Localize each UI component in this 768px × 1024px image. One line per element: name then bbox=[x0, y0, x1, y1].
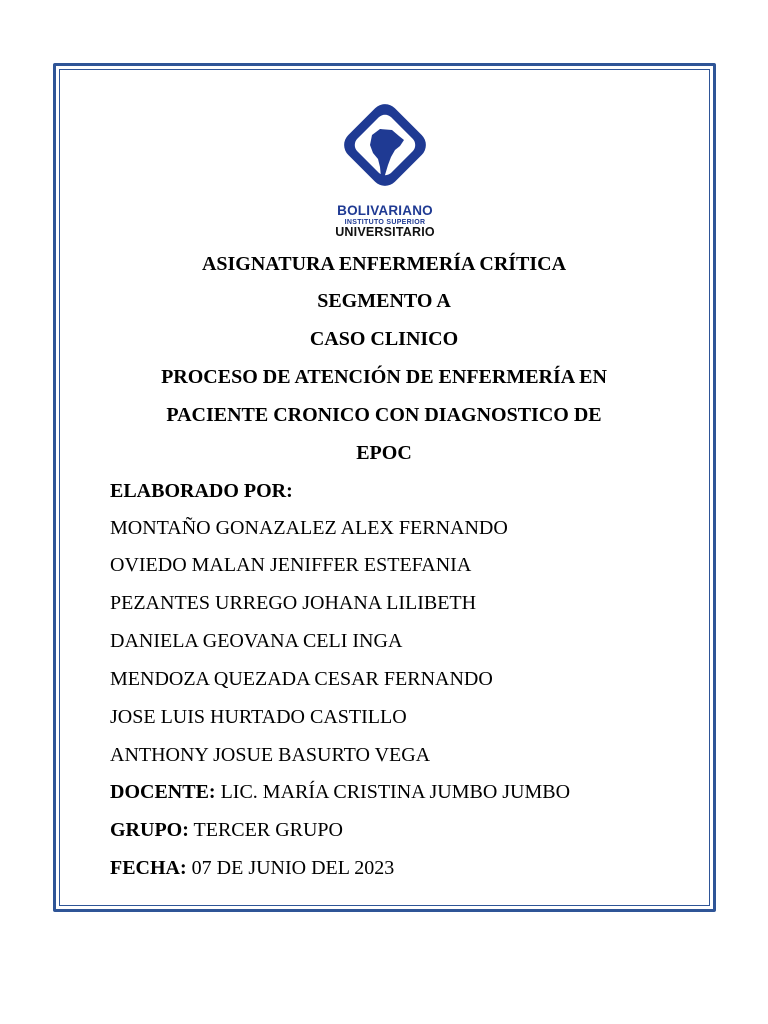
author-name: MENDOZA QUEZADA CESAR FERNANDO bbox=[110, 668, 493, 690]
author-name: DANIELA GEOVANA CELI INGA bbox=[110, 630, 403, 652]
author-name: OVIEDO MALAN JENIFFER ESTEFANIA bbox=[110, 554, 472, 576]
docente-line bbox=[110, 780, 700, 804]
process-title-line-3: EPOC bbox=[356, 442, 412, 464]
grupo-value: TERCER GRUPO bbox=[193, 819, 343, 841]
authors-label: ELABORADO POR: bbox=[110, 480, 293, 502]
segment-title: SEGMENTO A bbox=[317, 290, 451, 312]
institution-logo bbox=[300, 103, 470, 243]
docente-value: LIC. MARÍA CRISTINA JUMBO JUMBO bbox=[220, 781, 571, 803]
fecha-line bbox=[110, 856, 700, 880]
case-title: CASO CLINICO bbox=[309, 328, 459, 350]
logo-diamond-icon bbox=[300, 103, 470, 198]
author-name: MONTAÑO GONAZALEZ ALEX FERNANDO bbox=[110, 517, 508, 539]
fecha-value: 07 DE JUNIO DEL 2023 bbox=[191, 857, 395, 879]
author-name: JOSE LUIS HURTADO CASTILLO bbox=[110, 706, 407, 728]
process-title-line-1: PROCESO DE ATENCIÓN DE ENFERMERÍA EN bbox=[161, 366, 607, 388]
author-name: ANTHONY JOSUE BASURTO VEGA bbox=[110, 744, 431, 766]
grupo-line bbox=[110, 818, 700, 842]
fecha-label: FECHA: bbox=[110, 857, 187, 879]
logo-word: UNIVERSITARIO bbox=[335, 225, 435, 239]
docente-label: DOCENTE: bbox=[110, 781, 216, 803]
process-title-line-2: PACIENTE CRONICO CON DIAGNOSTICO DE bbox=[166, 404, 602, 426]
author-name: PEZANTES URREGO JOHANA LILIBETH bbox=[110, 592, 477, 614]
subject-title: ASIGNATURA ENFERMERÍA CRÍTICA bbox=[201, 253, 567, 275]
logo-subtitle: INSTITUTO SUPERIOR bbox=[344, 219, 426, 226]
grupo-label: GRUPO: bbox=[110, 819, 189, 841]
logo-name: BOLIVARIANO bbox=[337, 203, 433, 218]
